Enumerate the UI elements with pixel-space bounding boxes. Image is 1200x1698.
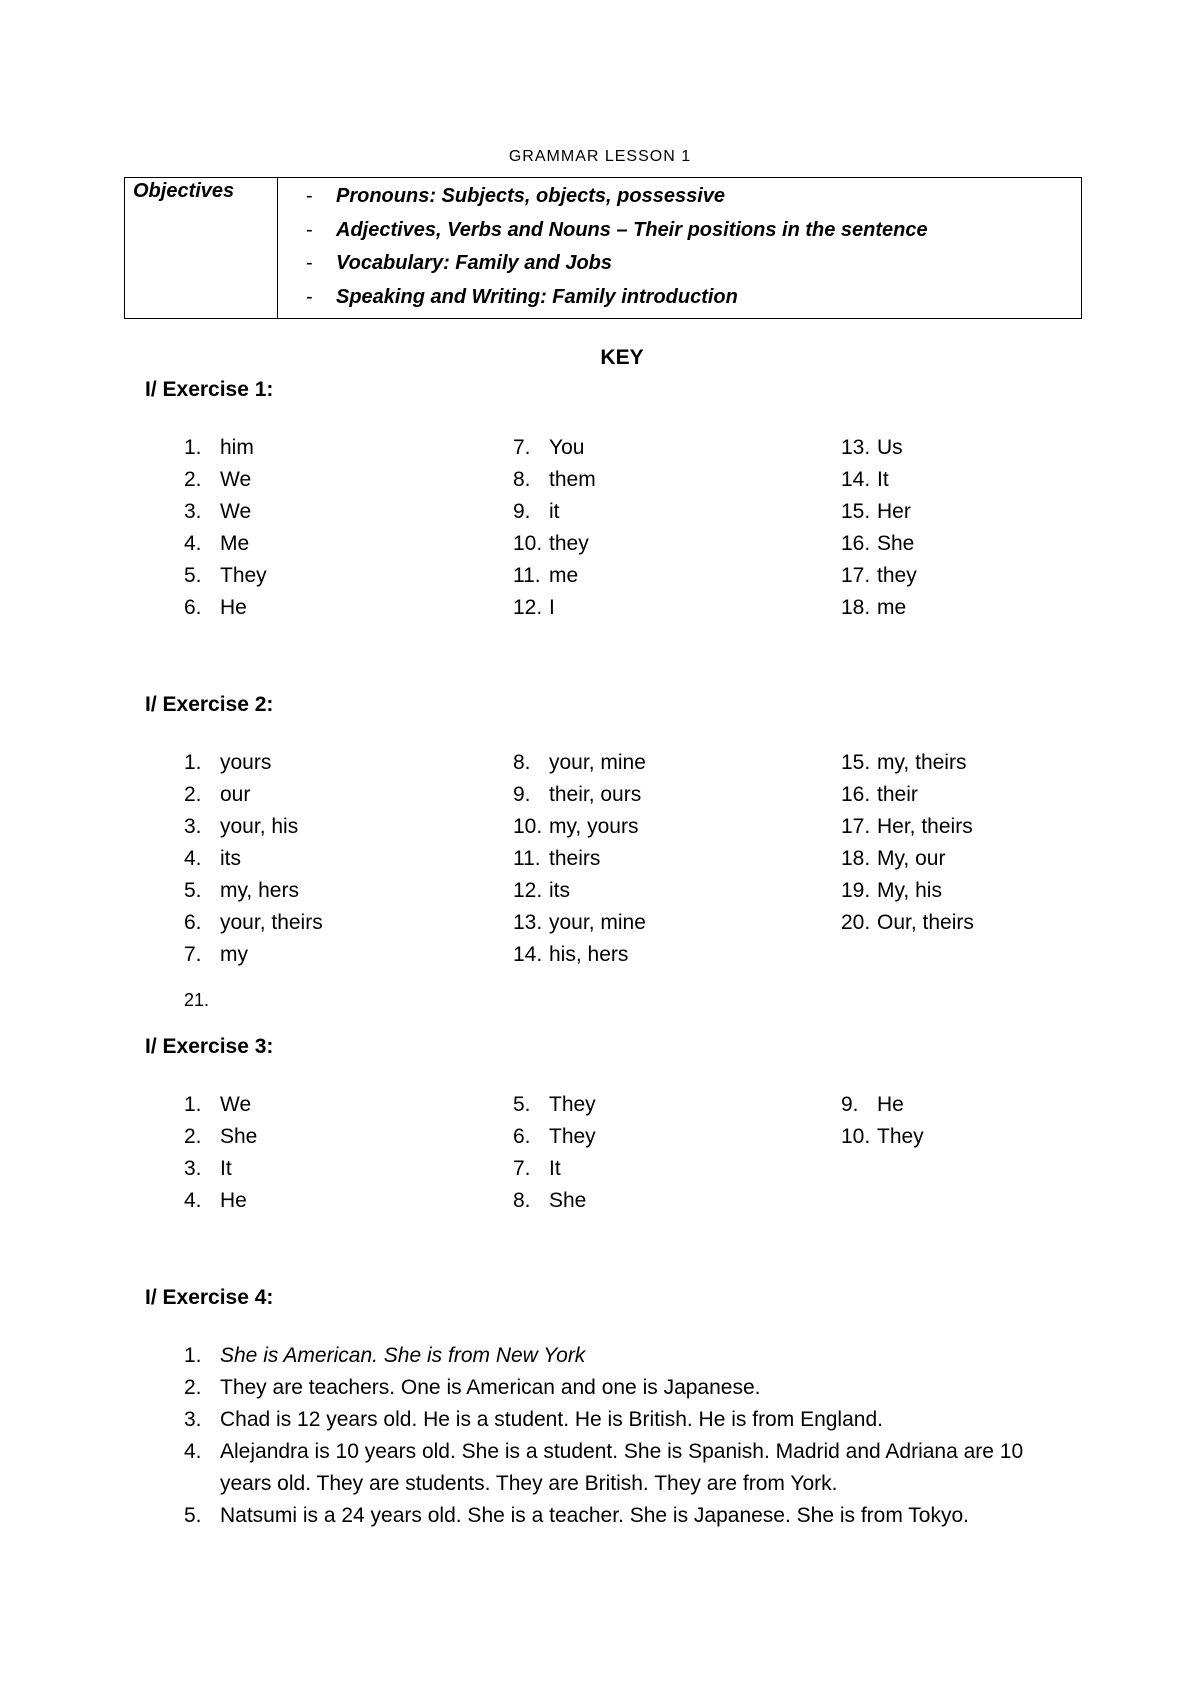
answer-text: my, yours	[549, 815, 639, 838]
answer-item	[841, 747, 974, 779]
answer-number: 1.	[184, 1093, 202, 1116]
answer-number: 6.	[184, 911, 202, 934]
answer-number: 9.	[513, 783, 531, 806]
exercise-3-column-1	[184, 1089, 257, 1217]
answer-text: She	[220, 1125, 258, 1148]
sentence-text: Natsumi is a 24 years old. She is a teacher. She is Japanese. She is from Tokyo.	[220, 1504, 969, 1527]
answer-item	[184, 592, 267, 624]
answer-number: 4.	[184, 1189, 202, 1212]
sentence-text: She is American. She is from New York	[220, 1344, 586, 1367]
answer-text: We	[220, 468, 252, 491]
answer-text: They	[549, 1125, 596, 1148]
exercise-4-list	[184, 1340, 1064, 1532]
answer-number: 18.	[841, 847, 871, 870]
answer-number: 10.	[841, 1125, 871, 1148]
answer-item	[184, 747, 323, 779]
sentence-text: Chad is 12 years old. He is a student. He is British. He is from England.	[220, 1408, 883, 1431]
answer-item	[841, 560, 917, 592]
answer-number: 1.	[184, 436, 202, 459]
answer-item	[841, 432, 917, 464]
answer-number: 5.	[184, 879, 202, 902]
answer-item	[184, 1121, 257, 1153]
sentence-number: 2.	[184, 1376, 202, 1399]
answer-text: yours	[220, 751, 272, 774]
objectives-list-cell	[278, 178, 1082, 319]
answer-item	[184, 907, 323, 939]
answer-item	[841, 875, 974, 907]
answer-number: 7.	[513, 1157, 531, 1180]
answer-number: 8.	[513, 1189, 531, 1212]
answer-item	[513, 875, 646, 907]
answer-text: they	[549, 532, 589, 555]
answer-text: He	[220, 596, 247, 619]
answer-number: 3.	[184, 1157, 202, 1180]
answer-number: 12.	[513, 879, 543, 902]
answer-text: me	[877, 596, 907, 619]
answer-item	[841, 907, 974, 939]
objective-item: - Pronouns: Subjects, objects, possessive	[306, 185, 726, 207]
answer-text: me	[549, 564, 579, 587]
answer-text: your, theirs	[220, 911, 323, 934]
answer-number: 10.	[513, 532, 543, 555]
answer-item	[184, 528, 267, 560]
answer-number: 12.	[513, 596, 543, 619]
objectives-label: Objectives	[125, 178, 278, 319]
answer-item	[841, 1089, 924, 1121]
answer-item	[184, 1185, 257, 1217]
answer-text: My, our	[877, 847, 946, 870]
answer-text: my, hers	[220, 879, 299, 902]
answer-number: 4.	[184, 847, 202, 870]
answer-item	[184, 939, 323, 971]
answer-text: It	[549, 1157, 561, 1180]
answer-number: 3.	[184, 815, 202, 838]
exercise-3-column-2	[513, 1089, 596, 1217]
answer-number: 16.	[841, 783, 871, 806]
answer-item	[841, 528, 917, 560]
answer-text: She	[877, 532, 915, 555]
answer-item	[513, 779, 646, 811]
exercise-2-heading: I/ Exercise 2:	[145, 693, 274, 716]
answer-number: 10.	[513, 815, 543, 838]
answer-text: its	[549, 879, 570, 902]
answer-number: 8.	[513, 468, 531, 491]
answer-text: He	[877, 1093, 904, 1116]
answer-text: They	[220, 564, 267, 587]
answer-number: 6.	[513, 1125, 531, 1148]
answer-text: his, hers	[549, 943, 629, 966]
answer-number: 14.	[841, 468, 871, 491]
answer-number: 13.	[513, 911, 543, 934]
answer-text: your, his	[220, 815, 299, 838]
answer-item	[841, 464, 917, 496]
answer-number: 20.	[841, 911, 871, 934]
sentence-text: Alejandra is 10 years old. She is a student. She is Spanish. Madrid and Adriana are 10 years old. They are students. They are British. They are from York.	[220, 1440, 1024, 1495]
answer-item	[184, 843, 323, 875]
answer-item	[184, 779, 323, 811]
exercise-1-column-2	[513, 432, 596, 624]
answer-number: 15.	[841, 500, 871, 523]
answer-item	[513, 939, 646, 971]
answer-number: 5.	[513, 1093, 531, 1116]
answer-number: 17.	[841, 564, 871, 587]
sentence-text: They are teachers. One is American and one is Japanese.	[220, 1376, 761, 1399]
sentence-number: 1.	[184, 1344, 202, 1367]
answer-number: 13.	[841, 436, 871, 459]
answer-text: their	[877, 783, 918, 806]
answer-text: my, theirs	[877, 751, 967, 774]
answer-text: your, mine	[549, 911, 646, 934]
answer-number: 11.	[513, 564, 541, 587]
answer-number: 11.	[513, 847, 541, 870]
answer-item	[184, 560, 267, 592]
answer-text: their, ours	[549, 783, 642, 806]
answer-number: 9.	[513, 500, 531, 523]
answer-number: 16.	[841, 532, 871, 555]
answer-text: them	[549, 468, 596, 491]
key-heading: KEY	[600, 346, 644, 369]
page-title: GRAMMAR LESSON 1	[508, 148, 692, 165]
answer-item	[184, 1089, 257, 1121]
answer-item	[841, 779, 974, 811]
answer-item	[841, 496, 917, 528]
objective-item: - Speaking and Writing: Family introduction	[306, 285, 738, 308]
answer-item	[184, 875, 323, 907]
objectives-table	[124, 177, 1082, 319]
exercise-3-heading: I/ Exercise 3:	[145, 1035, 274, 1058]
answer-text: Me	[220, 532, 250, 555]
answer-text: It	[877, 468, 889, 491]
sentence-number: 4.	[184, 1440, 202, 1463]
answer-text: You	[549, 436, 585, 459]
answer-item	[513, 1121, 596, 1153]
answer-item	[513, 1089, 596, 1121]
answer-text: She	[549, 1189, 587, 1212]
answer-item	[513, 1185, 596, 1217]
sentence-item	[184, 1500, 1064, 1532]
answer-text: our	[220, 783, 251, 806]
answer-text: it	[549, 500, 560, 523]
answer-item	[513, 843, 646, 875]
answer-item	[513, 592, 596, 624]
answer-item	[513, 432, 596, 464]
answer-text: It	[220, 1157, 232, 1180]
answer-item	[184, 432, 267, 464]
answer-item	[513, 528, 596, 560]
objective-item: - Adjectives, Verbs and Nouns – Their positions in the sentence	[306, 218, 928, 241]
answer-item	[513, 811, 646, 843]
answer-item	[184, 811, 323, 843]
answer-text: Our, theirs	[877, 911, 974, 934]
answer-number: 7.	[513, 436, 531, 459]
answer-text: Us	[877, 436, 903, 459]
answer-item	[513, 747, 646, 779]
answer-number: 2.	[184, 1125, 202, 1148]
sentence-number: 3.	[184, 1408, 202, 1431]
answer-number: 6.	[184, 596, 202, 619]
answer-number: 2.	[184, 468, 202, 491]
answer-number: 17.	[841, 815, 871, 838]
answer-text: We	[220, 1093, 252, 1116]
answer-item	[513, 907, 646, 939]
answer-text: your, mine	[549, 751, 646, 774]
answer-number: 8.	[513, 751, 531, 774]
sentence-item	[184, 1404, 1064, 1436]
answer-item	[513, 1153, 596, 1185]
answer-number: 15.	[841, 751, 871, 774]
exercise-2-column-3	[841, 747, 974, 939]
answer-text: They	[549, 1093, 596, 1116]
answer-item	[841, 843, 974, 875]
answer-text: its	[220, 847, 241, 870]
exercise-2-column-2	[513, 747, 646, 971]
answer-item	[841, 811, 974, 843]
exercise-1-column-3	[841, 432, 917, 624]
answer-item	[184, 496, 267, 528]
answer-text: They	[877, 1125, 924, 1148]
answer-text: We	[220, 500, 252, 523]
answer-item	[513, 560, 596, 592]
answer-item	[513, 464, 596, 496]
answer-item	[184, 464, 267, 496]
exercise-2-item-21: 21.	[184, 990, 210, 1010]
answer-text: He	[220, 1189, 247, 1212]
answer-text: they	[877, 564, 917, 587]
exercise-4-heading: I/ Exercise 4:	[145, 1286, 274, 1309]
objective-item: - Vocabulary: Family and Jobs	[306, 252, 613, 274]
answer-item	[513, 496, 596, 528]
answer-text: I	[549, 596, 555, 619]
answer-text: Her, theirs	[877, 815, 973, 838]
answer-number: 2.	[184, 783, 202, 806]
answer-number: 5.	[184, 564, 202, 587]
answer-number: 14.	[513, 943, 543, 966]
sentence-number: 5.	[184, 1504, 202, 1527]
sentence-item	[184, 1340, 1064, 1372]
answer-text: my	[220, 943, 248, 966]
answer-item	[841, 1121, 924, 1153]
answer-number: 7.	[184, 943, 202, 966]
answer-text: Her	[877, 500, 911, 523]
exercise-3-column-3	[841, 1089, 924, 1153]
answer-number: 1.	[184, 751, 202, 774]
answer-number: 4.	[184, 532, 202, 555]
exercise-2-column-1	[184, 747, 323, 971]
answer-text: him	[220, 436, 254, 459]
answer-number: 9.	[841, 1093, 859, 1116]
answer-text: My, his	[877, 879, 942, 902]
answer-item	[184, 1153, 257, 1185]
answer-number: 3.	[184, 500, 202, 523]
sentence-item	[184, 1372, 1064, 1404]
exercise-1-heading: I/ Exercise 1:	[145, 378, 274, 401]
exercise-1-column-1	[184, 432, 267, 624]
answer-number: 19.	[841, 879, 871, 902]
answer-item	[841, 592, 917, 624]
sentence-item	[184, 1436, 1064, 1500]
answer-text: theirs	[549, 847, 601, 870]
answer-number: 18.	[841, 596, 871, 619]
